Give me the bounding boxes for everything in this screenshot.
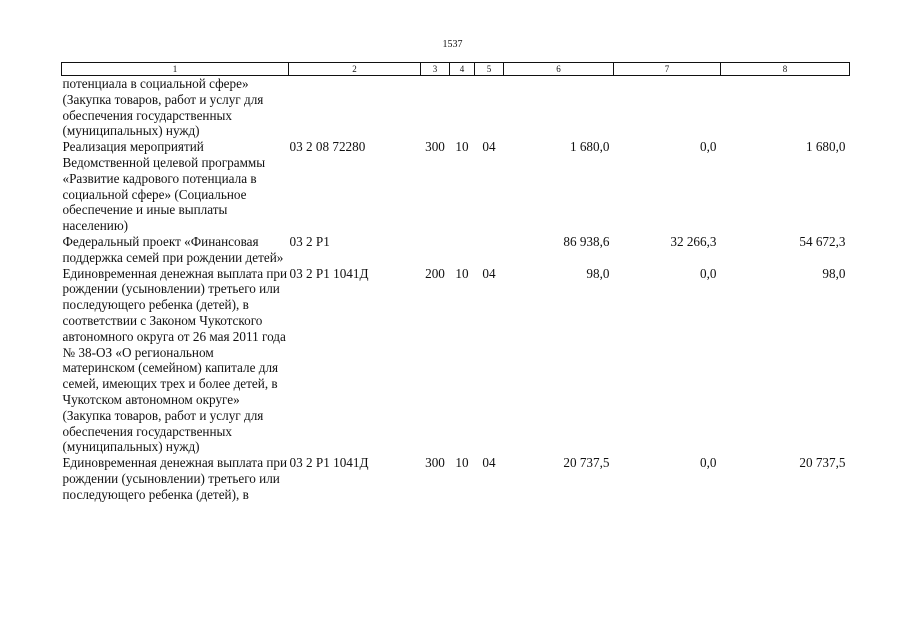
table-row: [62, 266, 850, 456]
row-code: [289, 76, 421, 140]
row-subsection: [475, 76, 504, 140]
column-header: 6: [504, 63, 614, 76]
row-expense-type: [421, 234, 450, 266]
row-name: Реализация мероприятий Ведомственной целевой программы «Развитие кадрового потенциала в социальной сфере» (Социальное обеспечение и иные выплаты населению): [62, 139, 266, 234]
table-row: [62, 455, 850, 502]
table-row: [62, 234, 850, 266]
row-total: 86 938,6: [563, 233, 610, 249]
row-section: [450, 76, 475, 140]
row-code: 03 2 P1 1041Д: [289, 265, 369, 281]
row-code: 03 2 08 72280: [289, 139, 366, 155]
row-section: 10: [455, 455, 469, 471]
row-code: 03 2 P1: [289, 233, 330, 249]
row-federal: 32 266,3: [670, 233, 717, 249]
column-header: 8: [721, 63, 850, 76]
row-subsection: [475, 234, 504, 266]
row-regional: 98,0: [822, 265, 846, 281]
row-regional: 1 680,0: [805, 139, 846, 155]
row-expense-type: 300: [425, 139, 445, 155]
row-code: 03 2 P1 1041Д: [289, 455, 369, 471]
column-header: 1: [62, 63, 289, 76]
row-expense-type: [421, 76, 450, 140]
row-name: Федеральный проект «Финансовая поддержка семей при рождении детей»: [62, 233, 284, 265]
row-subsection: 04: [482, 139, 496, 155]
row-federal: 0,0: [700, 455, 717, 471]
row-total: 98,0: [586, 265, 610, 281]
row-federal: 0,0: [700, 139, 717, 155]
page-number: 1537: [442, 39, 463, 50]
row-total: 20 737,5: [563, 455, 610, 471]
row-section: [450, 234, 475, 266]
row-federal: 0,0: [700, 265, 717, 281]
row-regional: 54 672,3: [799, 233, 846, 249]
column-header: 4: [450, 63, 475, 76]
row-federal: [614, 76, 721, 140]
row-subsection: 04: [482, 265, 496, 281]
row-regional: 20 737,5: [799, 455, 846, 471]
column-header: 7: [614, 63, 721, 76]
table-header-row: [62, 63, 850, 76]
row-total: 1 680,0: [569, 139, 610, 155]
row-section: 10: [455, 265, 469, 281]
column-header: 2: [289, 63, 421, 76]
row-regional: [721, 76, 850, 140]
row-name: потенциала в социальной сфере» (Закупка товаров, работ и услуг для обеспечения государственных (муниципальных) нужд): [62, 76, 264, 139]
row-total: [504, 76, 614, 140]
row-section: 10: [455, 139, 469, 155]
row-expense-type: 200: [425, 265, 445, 281]
table-row: [62, 76, 850, 140]
column-header: 3: [421, 63, 450, 76]
column-header: 5: [475, 63, 504, 76]
budget-table: [61, 62, 850, 503]
row-name: Единовременная денежная выплата при рождении (усыновлении) третьего или последующего ребенка (детей), в соответствии с Законом Чукотского автономного округа от 26 мая 2011 года № 38-ОЗ «О региональном материнском (семейном) капитале для семей, имеющих трех и более детей, в Чукотском автономном округе» (Закупка товаров, работ и услуг для обеспечения государственных (муниципальных) нужд): [62, 265, 288, 455]
table-row: [62, 139, 850, 234]
row-subsection: 04: [482, 455, 496, 471]
row-expense-type: 300: [425, 455, 445, 471]
row-name: Единовременная денежная выплата при рождении (усыновлении) третьего или последующего ребенка (детей), в: [62, 455, 288, 502]
